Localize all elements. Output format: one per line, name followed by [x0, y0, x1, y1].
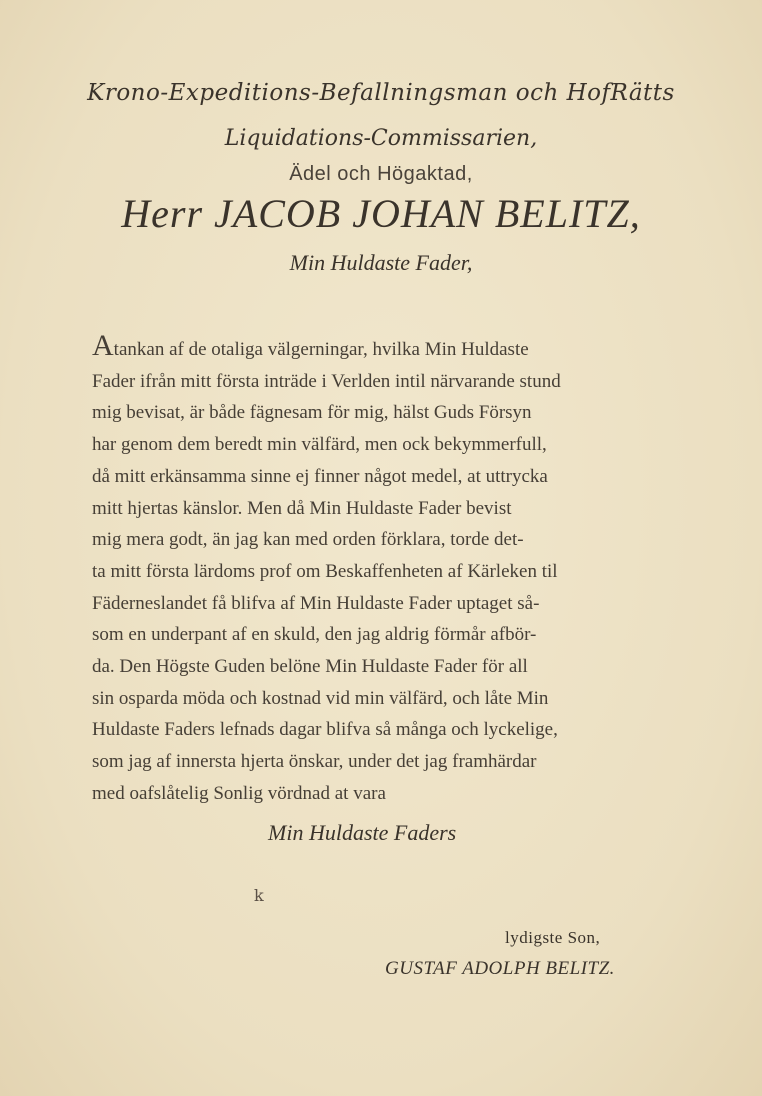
body-line: Huldaste Faders lefnads dagar blifva så många och lyckelige, [92, 719, 558, 741]
letter-body [92, 329, 692, 810]
body-line: Fader ifrån mitt första inträde i Verlden intil närvarande stund [92, 370, 561, 392]
body-line: Fäderneslandet få blifva af Min Huldaste Fader uptaget så- [92, 592, 540, 614]
honorific-line: Ädel och Högaktad, [289, 163, 473, 185]
title-line: Krono-Expeditions-Befallningsman och HofRätts [87, 80, 675, 106]
body-line: mitt hjertas känslor. Men då Min Huldaste Fader bevist [92, 497, 512, 519]
body-line: da. Den Högste Guden belöne Min Huldaste Fader för all [92, 656, 528, 678]
body-line: mig bevisat, är både fägnesam för mig, hälst Guds Försyn [92, 402, 532, 424]
body-line: som en underpant af en skuld, den jag aldrig förmår afbör- [92, 624, 537, 646]
body-line: med oafslåtelig Sonlig vördnad at vara [92, 782, 386, 804]
body-line: sin osparda möda och kostnad vid min välfärd, och låte Min [92, 687, 549, 709]
body-line: då mitt erkänsamma sinne ej finner något medel, at uttrycka [92, 465, 548, 487]
body-line: ta mitt första lärdoms prof om Beskaffenheten af Kärleken til [92, 560, 558, 582]
body-line: har genom dem beredt min välfärd, men ock bekymmerfull, [92, 434, 547, 456]
body-line: mig mera godt, än jag kan med orden förklara, torde det- [92, 529, 524, 551]
subtitle-line: Liquidations-Commissarien, [224, 126, 538, 151]
relation-line: Min Huldaste Fader, [289, 250, 473, 275]
addressee-name: Herr JACOB JOHAN BELITZ, [121, 191, 641, 236]
signature-name: GUSTAF ADOLPH BELITZ. [385, 958, 615, 979]
closing-line: Min Huldaste Faders [268, 820, 457, 845]
body-line [92, 329, 692, 366]
drop-cap: A [92, 329, 114, 362]
body-line: som jag af innersta hjerta önskar, under det jag framhärdar [92, 751, 537, 773]
signature-title: lydigste Son, [505, 928, 601, 947]
ink-mark: k [254, 886, 264, 905]
body-line-text: tankan af de otaliga välgerningar, hvilka Min Huldaste [113, 339, 529, 360]
